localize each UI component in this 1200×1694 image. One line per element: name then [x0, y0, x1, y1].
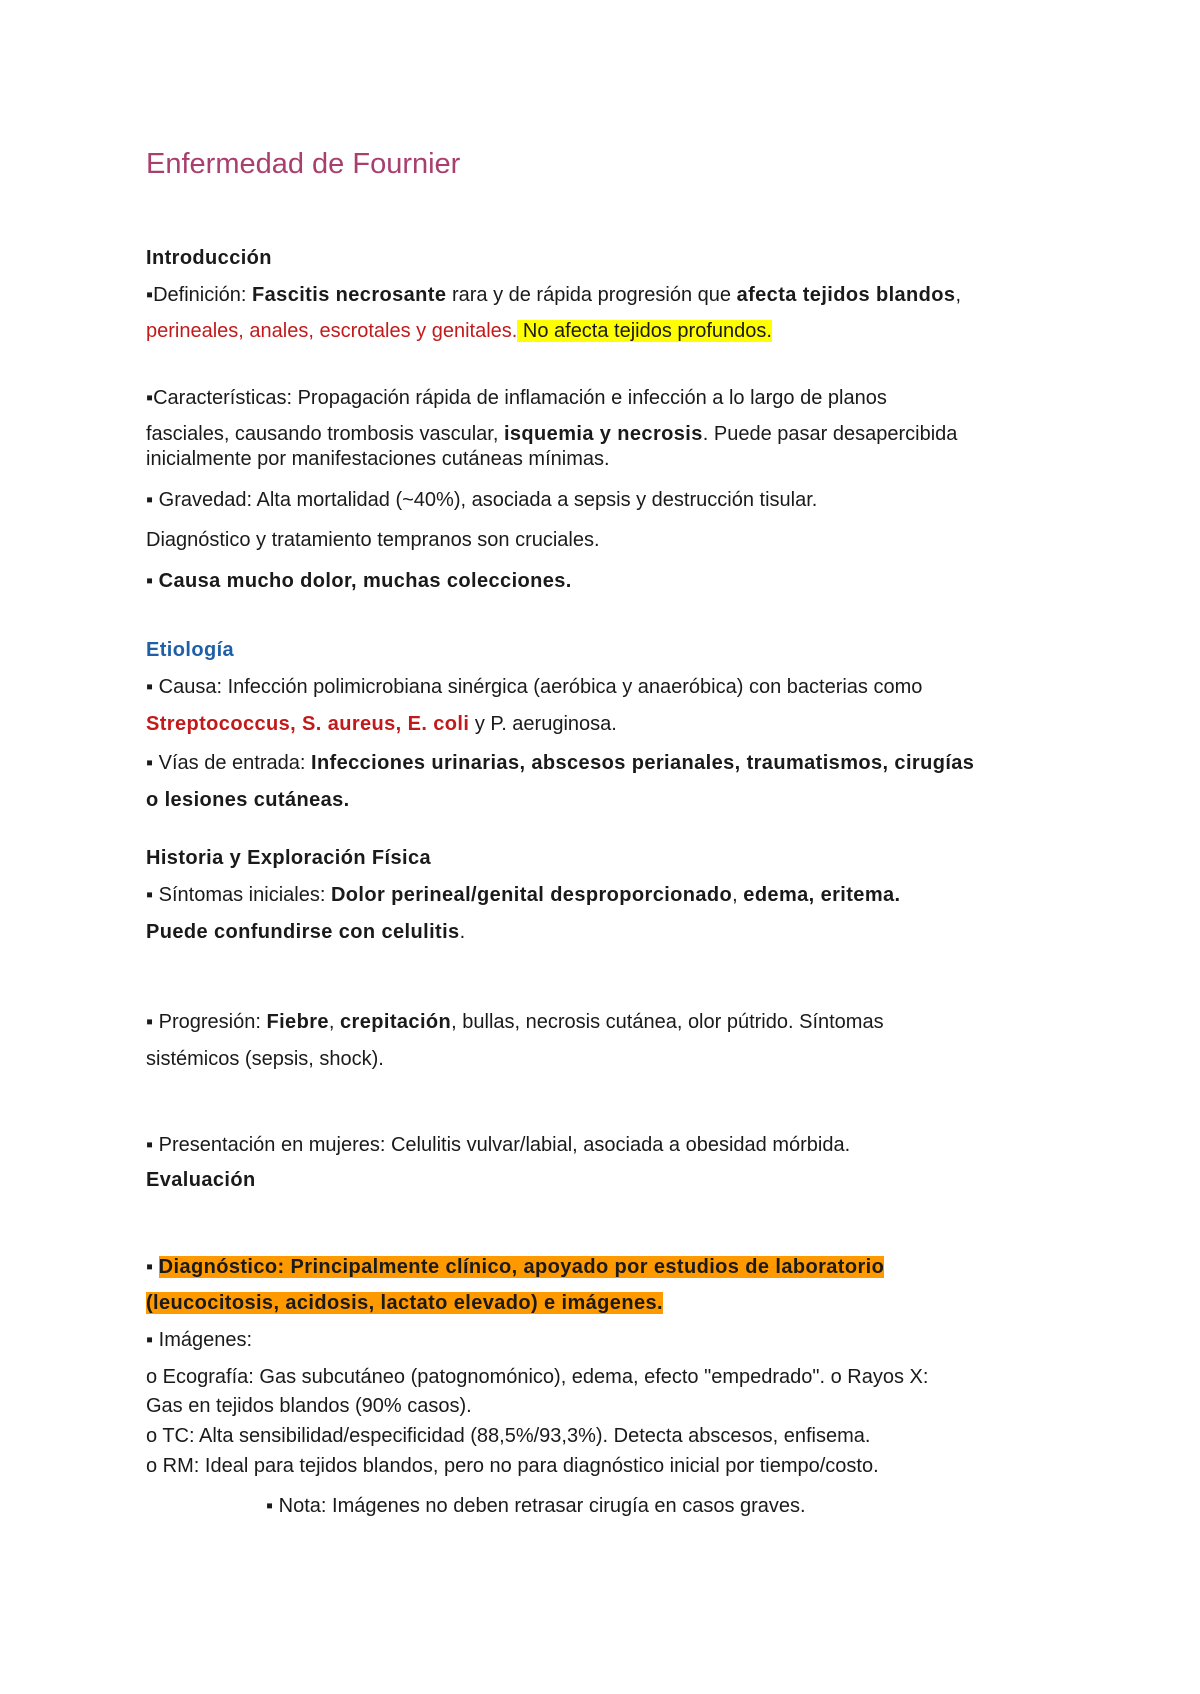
definition-mid: rara y de rápida progresión que: [446, 284, 737, 306]
definition-bold-2: afecta tejidos blandos: [736, 284, 956, 306]
diagnostico-line: [146, 1255, 884, 1279]
progresion-pre: ▪ Progresión:: [146, 1011, 267, 1033]
progresion-comma: ,: [328, 1011, 341, 1033]
section-heading-historia: Historia y Exploración Física: [146, 847, 432, 869]
definition-highlight: No afecta tejidos profundos.: [517, 320, 772, 342]
section-heading-evaluacion: Evaluación: [146, 1169, 256, 1191]
causa-line: ▪ Causa: Infección polimicrobiana sinérgica (aeróbica y anaeróbica) con bacterias como: [146, 676, 923, 698]
caracteristicas-line-2: [146, 422, 957, 446]
caracteristicas-post: . Puede pasar desapercibida: [702, 423, 958, 445]
diagnostico-temprano-line: Diagnóstico y tratamiento tempranos son cruciales.: [146, 529, 600, 551]
confundirse-line: [146, 920, 465, 944]
sintomas-bold-2: edema, eritema.: [743, 884, 901, 906]
caracteristicas-pre: fasciales, causando trombosis vascular,: [146, 423, 504, 445]
vias-pre: ▪ Vías de entrada:: [146, 752, 311, 774]
caracteristicas-line-1: ▪Características: Propagación rápida de inflamación e infección a lo largo de planos: [146, 387, 887, 409]
caracteristicas-bold: isquemia y necrosis: [503, 423, 703, 445]
vias-bold: Infecciones urinarias, abscesos perianales, traumatismos, cirugías: [310, 752, 975, 774]
sintomas-comma: ,: [732, 884, 744, 906]
ecografia-line: o Ecografía: Gas subcutáneo (patognomónico), edema, efecto "empedrado". o Rayos X:: [146, 1366, 929, 1388]
diagnostico-highlight-2: (leucocitosis, acidosis, lactato elevado) e imágenes.: [146, 1292, 663, 1314]
bacterias-post: y P. aeruginosa.: [469, 713, 617, 735]
definition-bold-1: Fascitis necrosante: [252, 284, 447, 306]
bacterias-red: Streptococcus, S. aureus, E. coli: [146, 713, 470, 735]
nota-line: ▪ Nota: Imágenes no deben retrasar cirugía en casos graves.: [266, 1495, 806, 1517]
diagnostico-bullet: ▪: [146, 1256, 159, 1278]
progresion-post: , bullas, necrosis cutánea, olor pútrido. Síntomas: [451, 1011, 884, 1033]
dolor-bold: Causa mucho dolor, muchas colecciones.: [158, 570, 572, 592]
mujeres-line: ▪ Presentación en mujeres: Celulitis vulvar/labial, asociada a obesidad mórbida.: [146, 1134, 851, 1156]
sintomas-bold-1: Dolor perineal/genital desproporcionado: [330, 884, 733, 906]
definition-line-2: [146, 319, 772, 343]
definition-label: ▪Definición:: [146, 284, 253, 306]
progresion-bold-2: crepitación: [340, 1011, 452, 1033]
confundirse-bold: Puede confundirse con celulitis: [146, 921, 460, 943]
vias-line-2: o lesiones cutáneas.: [146, 789, 350, 811]
diagnostico-line-2: [146, 1291, 663, 1315]
dolor-bullet: ▪: [146, 570, 159, 592]
section-heading-etiologia: Etiología: [146, 639, 235, 661]
progresion-bold-1: Fiebre: [266, 1011, 329, 1033]
diagnostico-highlight-1: Diagnóstico: Principalmente clínico, apoyado por estudios de laboratorio: [158, 1256, 885, 1278]
progresion-line-2: sistémicos (sepsis, shock).: [146, 1048, 384, 1070]
document-title: Enfermedad de Fournier: [146, 148, 461, 180]
tc-line: o TC: Alta sensibilidad/especificidad (88,5%/93,3%). Detecta abscesos, enfisema.: [146, 1425, 871, 1447]
definition-comma: ,: [955, 284, 961, 306]
section-heading-introduccion: Introducción: [146, 247, 272, 269]
gravedad-line: ▪ Gravedad: Alta mortalidad (~40%), asociada a sepsis y destrucción tisular.: [146, 489, 818, 511]
rm-line: o RM: Ideal para tejidos blandos, pero no para diagnóstico inicial por tiempo/costo.: [146, 1455, 879, 1477]
definition-red-text: perineales, anales, escrotales y genitales.: [146, 320, 518, 342]
vias-line: [146, 751, 974, 775]
caracteristicas-line-3: inicialmente por manifestaciones cutáneas mínimas.: [146, 448, 610, 470]
sintomas-pre: ▪ Síntomas iniciales:: [146, 884, 331, 906]
dolor-line: [146, 569, 572, 593]
bacterias-line: [146, 712, 617, 736]
progresion-line: [146, 1010, 884, 1034]
imagenes-line: ▪ Imágenes:: [146, 1329, 253, 1351]
confundirse-post: .: [459, 921, 466, 943]
gas-line: Gas en tejidos blandos (90% casos).: [146, 1395, 472, 1417]
sintomas-line: [146, 883, 901, 907]
definition-line: [146, 283, 961, 307]
